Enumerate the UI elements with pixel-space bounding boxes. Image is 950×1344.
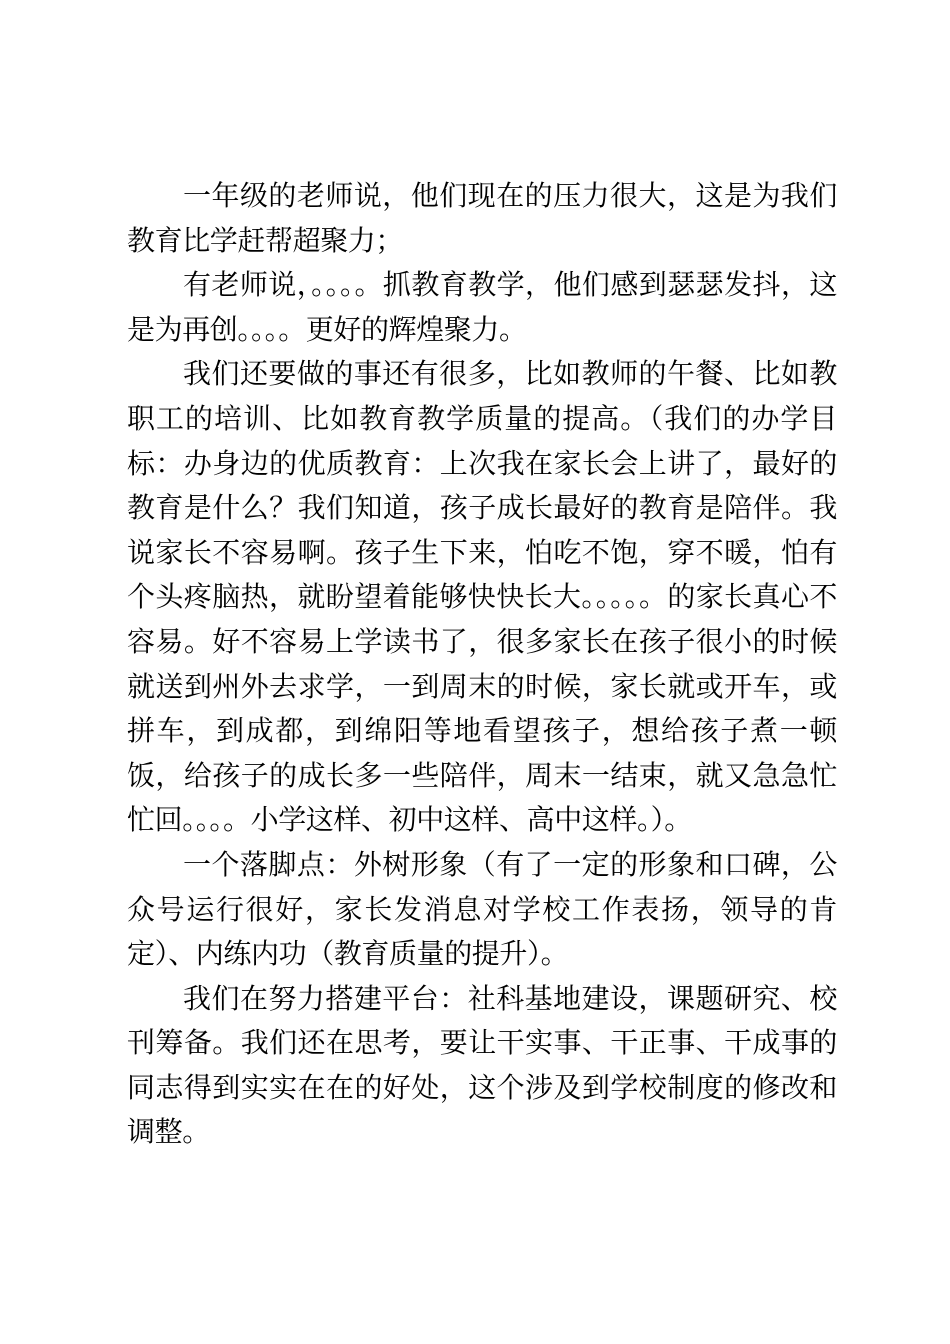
paragraph-1: 一年级的老师说，他们现在的压力很大，这是为我们教育比学赶帮超聚力；: [127, 179, 837, 257]
paragraph-5: 我们在努力搭建平台：社科基地建设，课题研究、校刊筹备。我们还在思考，要让干实事、干正事、干成事的同志得到实实在在的好处，这个涉及到学校制度的修改和调整。: [127, 981, 837, 1149]
paragraph-4: 一个落脚点：外树形象（有了一定的形象和口碑，公众号运行很好，家长发消息对学校工作表扬，领导的肯定）、内练内功（教育质量的提升）。: [127, 847, 837, 971]
document-body: [127, 174, 837, 1155]
paragraph-3: 我们还要做的事还有很多，比如教师的午餐、比如教职工的培训、比如教育教学质量的提高。（我们的办学目标：办身边的优质教育：上次我在家长会上讲了，最好的教育是什么？我们知道，孩子成长最好的教育是陪伴。我说家长不容易啊。孩子生下来，怕吃不饱，穿不暖，怕有个头疼脑热，就盼望着能够快快长大。。。。。的家长真心不容易。好不容易上学读书了，很多家长在孩子很小的时候就送到州外去求学，一到周末的时候，家长就或开车，或拼车，到成都，到绵阳等地看望孩子，想给孩子煮一顿饭，给孩子的成长多一些陪伴，周末一结束，就又急急忙忙回。。。。小学这样、初中这样、高中这样。）。: [127, 357, 837, 837]
paragraph-2: 有老师说，。。。。抓教育教学，他们感到瑟瑟发抖，这是为再创。。。。更好的辉煌聚力。: [127, 268, 837, 346]
